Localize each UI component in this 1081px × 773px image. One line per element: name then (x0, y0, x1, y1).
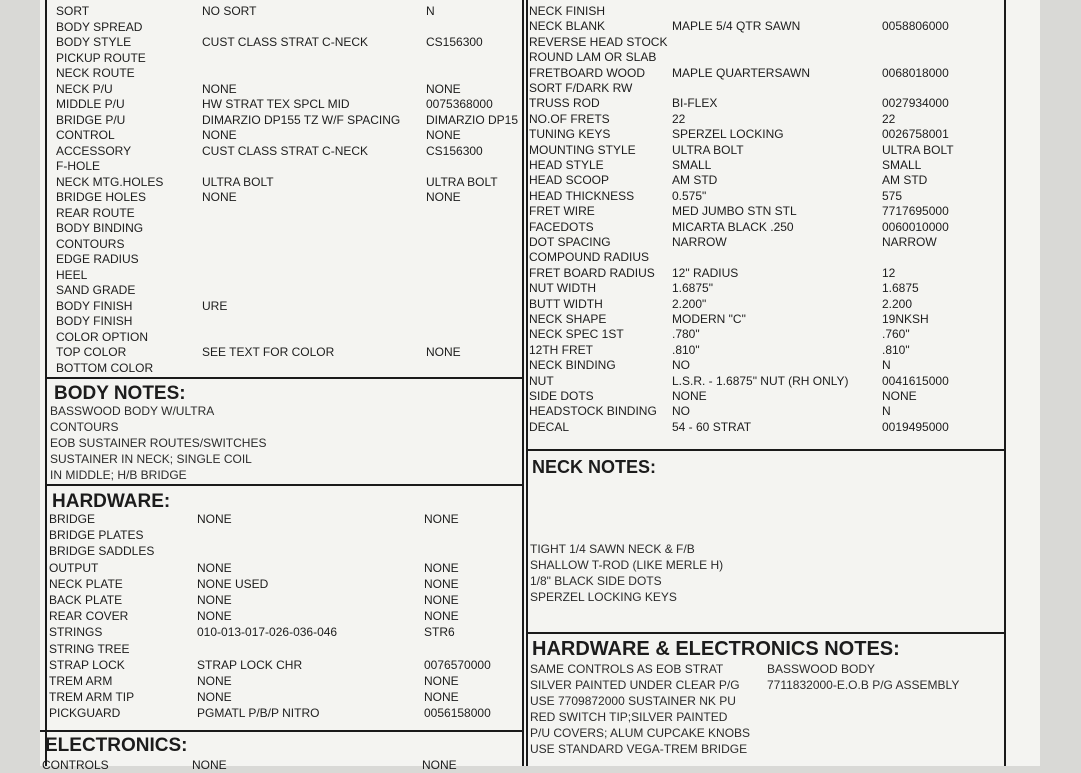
spec-label: FRETBOARD WOOD (529, 65, 645, 80)
spec-label: NECK BLANK (529, 19, 606, 34)
spec-value: 22 (672, 111, 686, 126)
spec-label: DECAL (529, 419, 570, 434)
spec-label: REVERSE HEAD STOCK (529, 34, 668, 49)
spec-label: EDGE RADIUS (56, 252, 139, 266)
spec-value: URE (202, 298, 228, 313)
body-spec-row (56, 237, 522, 252)
spec-value: NO (672, 358, 690, 373)
spec-code: .760" (882, 327, 910, 342)
spec-label: BRIDGE P/U (56, 112, 126, 127)
spec-code: NONE (424, 593, 459, 607)
spec-code: NONE (424, 674, 459, 688)
body-spec-row (56, 159, 522, 174)
hw-elec-note-line: BASSWOOD BODY (767, 662, 876, 676)
spec-code: 0019495000 (882, 419, 949, 434)
spec-code: AM STD (882, 173, 928, 188)
neck-spec-row (529, 374, 1001, 389)
spec-label: BODY BINDING (56, 221, 144, 235)
spec-code: NARROW (882, 235, 937, 249)
hardware-row (49, 642, 519, 657)
neck-spec-row (529, 404, 1001, 419)
spec-label: TUNING KEYS (529, 127, 611, 142)
spec-code: 575 (882, 188, 903, 203)
spec-label: SORT (56, 4, 90, 18)
neck-spec-row (529, 189, 1001, 204)
neck-spec-row (529, 81, 1001, 96)
body-note-line: EOB SUSTAINER ROUTES/SWITCHES (50, 436, 267, 450)
spec-label: BODY FINISH (56, 314, 133, 328)
spec-label: BRIDGE (49, 512, 96, 526)
spec-code: 0058806000 (882, 19, 949, 34)
spec-code: 2.200 (882, 296, 913, 311)
spec-code: CS156300 (426, 35, 483, 49)
spec-value: ULTRA BOLT (672, 142, 744, 157)
spec-label: BACK PLATE (49, 593, 123, 607)
spec-label: NECK P/U (56, 81, 113, 96)
spec-value: NONE USED (197, 576, 269, 591)
spec-value: NARROW (672, 235, 727, 249)
spec-label: BRIDGE PLATES (49, 528, 144, 543)
spec-value: .810" (672, 342, 700, 357)
body-note-line: CONTOURS (50, 420, 119, 434)
spec-value: NONE (197, 609, 232, 624)
hw-elec-note-line: RED SWITCH TIP;SILVER PAINTED (530, 710, 728, 724)
spec-label: STRAP LOCK (49, 657, 125, 672)
spec-code: 0027934000 (882, 96, 949, 111)
spec-code: N (426, 4, 435, 18)
spec-label: BOTTOM COLOR (56, 360, 154, 375)
spec-code: 0075368000 (426, 97, 493, 111)
spec-code: 0068018000 (882, 65, 949, 80)
spec-label: FRET BOARD RADIUS (529, 265, 655, 280)
spec-label: HEAD SCOOP (529, 173, 610, 188)
spec-label: DOT SPACING (529, 235, 611, 249)
spec-label: NECK ROUTE (56, 66, 135, 80)
hardware-row (49, 593, 519, 608)
neck-spec-row (529, 235, 1001, 250)
spec-label: TREM ARM (49, 674, 113, 688)
spec-code: 0076570000 (424, 657, 491, 672)
neck-spec-row (529, 220, 1001, 235)
hw-elec-note-line: 7711832000-E.O.B P/G ASSEMBLY (767, 678, 960, 692)
body-spec-row (56, 82, 522, 97)
spec-value: 1.6875" (672, 281, 713, 296)
spec-label: MOUNTING STYLE (529, 142, 636, 157)
spec-label: STRINGS (49, 625, 103, 640)
neck-spec-row (529, 420, 1001, 435)
spec-code: STR6 (424, 625, 455, 640)
spec-label: NECK PLATE (49, 576, 123, 591)
spec-value: 2.200" (672, 296, 707, 311)
body-spec-row (56, 144, 522, 159)
body-spec-row (56, 361, 522, 376)
spec-label: CONTROLS (42, 758, 109, 772)
spec-label: REAR COVER (49, 609, 129, 624)
spec-label: ACCESSORY (56, 143, 132, 158)
body-spec-row (56, 20, 522, 35)
hw-elec-note-line: USE 7709872000 SUSTAINER NK PU (530, 694, 736, 708)
spec-label: TOP COLOR (56, 345, 127, 359)
body-spec-row (56, 314, 522, 329)
spec-label: BODY FINISH (56, 298, 133, 313)
body-spec-row (56, 190, 522, 205)
spec-label: NO.OF FRETS (529, 111, 610, 126)
spec-label: TRUSS ROD (529, 96, 600, 111)
hardware-rule (45, 484, 524, 486)
spec-label: COMPOUND RADIUS (529, 250, 650, 265)
neck-note-line: 1/8" BLACK SIDE DOTS (530, 574, 662, 588)
spec-code: NONE (426, 345, 461, 359)
spec-value: MODERN "C" (672, 312, 746, 326)
spec-value: 0.575" (672, 188, 707, 203)
body-spec-row (56, 97, 522, 112)
spec-label: NUT (529, 373, 554, 388)
spec-label: SORT F/DARK RW (529, 81, 633, 95)
neck-note-line: SHALLOW T-ROD (LIKE MERLE H) (530, 558, 724, 572)
spec-value: HW STRAT TEX SPCL MID (202, 97, 350, 111)
spec-value: 54 - 60 STRAT (672, 419, 752, 434)
neck-spec-row (529, 312, 1001, 327)
body-spec-row (56, 51, 522, 66)
spec-value: MAPLE QUARTERSAWN (672, 65, 811, 80)
spec-value: NONE (202, 190, 237, 204)
spec-value: PGMATL P/B/P NITRO (197, 706, 320, 721)
body-notes-rule (45, 377, 524, 379)
hardware-row (49, 625, 519, 640)
hardware-row (49, 528, 519, 543)
spec-value: MAPLE 5/4 QTR SAWN (672, 19, 801, 34)
spec-value: NONE (197, 674, 232, 688)
spec-code: 0026758001 (882, 127, 949, 142)
neck-spec-row (529, 19, 1001, 34)
spec-label: OUTPUT (49, 560, 99, 575)
spec-code: .810" (882, 342, 910, 357)
neck-note-line: TIGHT 1/4 SAWN NECK & F/B (530, 542, 695, 556)
neck-spec-row (529, 358, 1001, 373)
hardware-row (49, 658, 519, 673)
neck-spec-row (529, 4, 1001, 19)
spec-label: BODY SPREAD (56, 19, 143, 34)
hardware-row (49, 512, 519, 527)
hw-elec-note-line: SILVER PAINTED UNDER CLEAR P/G (530, 678, 740, 692)
neck-spec-row (529, 297, 1001, 312)
spec-label: FRET WIRE (529, 204, 595, 219)
hardware-row (49, 609, 519, 624)
spec-value: CUST CLASS STRAT C-NECK (202, 35, 369, 49)
hardware-row (49, 577, 519, 592)
spec-value: ULTRA BOLT (202, 174, 274, 189)
spec-label: CONTROL (56, 128, 115, 142)
spec-code: NONE (424, 512, 459, 526)
spec-label: STRING TREE (49, 641, 130, 656)
spec-label: 12TH FRET (529, 342, 594, 357)
spec-value: NONE (197, 690, 232, 705)
spec-label: ROUND LAM OR SLAB (529, 50, 657, 65)
spec-value: NONE (197, 560, 232, 575)
body-note-line: IN MIDDLE; H/B BRIDGE (50, 468, 187, 482)
spec-code: 12 (882, 265, 896, 280)
spec-label: PICKUP ROUTE (56, 50, 146, 65)
neck-spec-row (529, 127, 1001, 142)
hw-elec-note-line: P/U COVERS; ALUM CUPCAKE KNOBS (530, 726, 751, 740)
neck-spec-row (529, 158, 1001, 173)
body-notes-heading: BODY NOTES: (54, 383, 186, 404)
body-note-line: SUSTAINER IN NECK; SINGLE COIL (50, 452, 252, 466)
hardware-row (49, 674, 519, 689)
neck-notes-rule (526, 449, 1006, 451)
hardware-row (49, 706, 519, 721)
neck-spec-row (529, 250, 1001, 265)
electronics-heading: ELECTRONICS: (45, 735, 188, 756)
spec-code: 0041615000 (882, 373, 949, 388)
neck-spec-row (529, 173, 1001, 188)
spec-label: BODY STYLE (56, 35, 132, 49)
left-column-border (45, 0, 47, 766)
spec-code: NONE (882, 389, 917, 403)
spec-value: L.S.R. - 1.6875" NUT (RH ONLY) (672, 373, 849, 388)
body-spec-row (56, 35, 522, 50)
spec-code: NONE (422, 758, 457, 772)
spec-sheet (40, 0, 1040, 772)
spec-label: NUT WIDTH (529, 281, 597, 296)
spec-value: STRAP LOCK CHR (197, 657, 303, 672)
spec-value: NONE (672, 389, 707, 403)
neck-spec-row (529, 35, 1001, 50)
neck-spec-row (529, 96, 1001, 111)
body-spec-row (56, 345, 522, 360)
body-spec-row (56, 4, 522, 19)
spec-value: CUST CLASS STRAT C-NECK (202, 143, 369, 158)
spec-value: DIMARZIO DP155 TZ W/F SPACING (202, 112, 401, 127)
center-divider-left (522, 0, 524, 766)
spec-value: 12" RADIUS (672, 265, 739, 280)
body-spec-row (56, 221, 522, 236)
spec-code: N (882, 404, 891, 419)
spec-code: 0060010000 (882, 219, 949, 234)
spec-code: NONE (426, 128, 461, 142)
neck-spec-row (529, 204, 1001, 219)
body-spec-row (56, 330, 522, 345)
spec-value: AM STD (672, 173, 718, 188)
spec-label: NECK FINISH (529, 4, 606, 18)
spec-value: NONE (202, 81, 237, 96)
neck-spec-row (529, 389, 1001, 404)
spec-label: BRIDGE SADDLES (49, 544, 155, 559)
spec-value: SMALL (672, 158, 712, 172)
spec-label: FACEDOTS (529, 219, 594, 234)
spec-code: NONE (426, 81, 461, 96)
right-column-border (1004, 0, 1006, 766)
spec-label: F-HOLE (56, 159, 101, 173)
body-note-line: BASSWOOD BODY W/ULTRA (50, 404, 215, 418)
spec-value: SEE TEXT FOR COLOR (202, 345, 335, 359)
spec-label: COLOR OPTION (56, 329, 149, 344)
spec-code: NONE (424, 560, 459, 575)
hw-elec-note-line: SAME CONTROLS AS EOB STRAT (530, 662, 724, 676)
spec-label: NECK SHAPE (529, 312, 607, 326)
spec-value: NONE (197, 512, 232, 526)
spec-code: NONE (424, 690, 459, 705)
spec-label: BUTT WIDTH (529, 296, 603, 311)
electronics-rule (40, 730, 524, 732)
hw-elec-notes-rule (526, 632, 1006, 634)
spec-value: MED JUMBO STN STL (672, 204, 797, 219)
body-spec-row (56, 206, 522, 221)
spec-value: NONE (192, 758, 227, 772)
spec-label: HEAD STYLE (529, 158, 604, 172)
spec-label: NECK SPEC 1ST (529, 327, 624, 342)
spec-label: MIDDLE P/U (56, 97, 125, 111)
spec-code: NONE (424, 576, 459, 591)
spec-label: NECK BINDING (529, 358, 616, 373)
spec-code: NONE (426, 190, 461, 204)
body-spec-row (56, 299, 522, 314)
hw-elec-note-line: USE STANDARD VEGA-TREM BRIDGE (530, 742, 748, 756)
spec-code: SMALL (882, 158, 922, 172)
spec-value: BI-FLEX (672, 96, 718, 111)
spec-label: PICKGUARD (49, 706, 121, 721)
spec-code: 0056158000 (424, 706, 491, 721)
spec-value: .780" (672, 327, 700, 342)
neck-spec-row (529, 50, 1001, 65)
spec-label: TREM ARM TIP (49, 690, 135, 705)
spec-label: HEADSTOCK BINDING (529, 404, 657, 419)
hardware-row (49, 561, 519, 576)
spec-value: NONE (197, 593, 232, 607)
body-spec-row (56, 128, 522, 143)
center-divider-right (526, 0, 528, 766)
spec-code: 7717695000 (882, 204, 949, 219)
spec-code: 22 (882, 111, 896, 126)
spec-value: MICARTA BLACK .250 (672, 219, 794, 234)
spec-code: CS156300 (426, 143, 483, 158)
hw-elec-notes-heading: HARDWARE & ELECTRONICS NOTES: (532, 638, 900, 660)
spec-label: SAND GRADE (56, 283, 136, 297)
spec-value: NO (672, 404, 690, 419)
spec-label: NECK MTG.HOLES (56, 174, 164, 189)
neck-spec-row (529, 66, 1001, 81)
neck-spec-row (529, 266, 1001, 281)
hardware-row (49, 544, 519, 559)
neck-note-line: SPERZEL LOCKING KEYS (530, 590, 677, 604)
body-spec-row (56, 283, 522, 298)
spec-label: CONTOURS (56, 236, 125, 251)
spec-label: HEAD THICKNESS (529, 188, 635, 203)
neck-spec-row (529, 343, 1001, 358)
neck-spec-row (529, 112, 1001, 127)
spec-value: NONE (202, 128, 237, 142)
spec-value: 010-013-017-026-036-046 (197, 625, 338, 640)
body-spec-row (56, 268, 522, 283)
spec-label: REAR ROUTE (56, 205, 135, 220)
neck-spec-row (529, 327, 1001, 342)
spec-code: ULTRA BOLT (882, 142, 954, 157)
body-spec-row (56, 175, 522, 190)
spec-code: 19NKSH (882, 312, 929, 326)
body-spec-row (56, 113, 522, 128)
spec-value: NO SORT (202, 4, 257, 18)
spec-code: N (882, 358, 891, 373)
hardware-row (49, 690, 519, 705)
spec-code: NONE (424, 609, 459, 624)
spec-label: HEEL (56, 267, 88, 282)
spec-code: ULTRA BOLT (426, 174, 498, 189)
neck-notes-heading: NECK NOTES: (532, 457, 657, 477)
neck-spec-row (529, 143, 1001, 158)
spec-code: 1.6875 (882, 281, 919, 296)
body-spec-row (56, 66, 522, 81)
neck-spec-row (529, 281, 1001, 296)
spec-value: SPERZEL LOCKING (672, 127, 784, 142)
spec-label: BRIDGE HOLES (56, 190, 147, 204)
spec-label: SIDE DOTS (529, 389, 594, 403)
hardware-heading: HARDWARE: (52, 491, 171, 512)
body-spec-row (56, 252, 522, 267)
spec-code: DIMARZIO DP15 (426, 112, 519, 127)
